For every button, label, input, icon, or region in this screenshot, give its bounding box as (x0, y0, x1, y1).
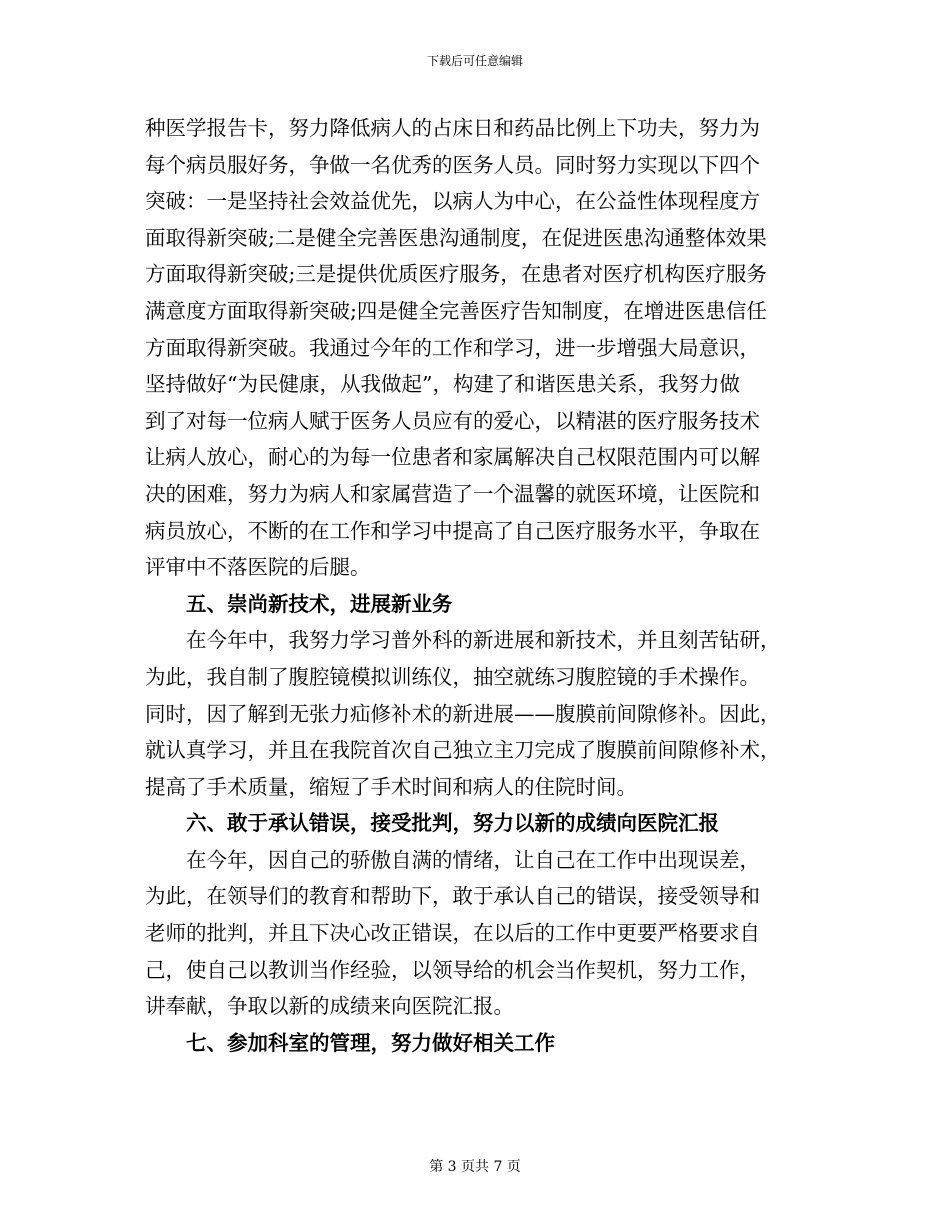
page-header: 下载后可任意编辑 (426, 54, 523, 68)
paragraph-line: 提高了手术质量，缩短了手术时间和病人的住院时间。 (145, 774, 637, 799)
paragraph-line: 突破：一是坚持社会效益优先，以病人为中心，在公益性体现程度方 (145, 189, 760, 214)
paragraph-line: 决的困难，努力为病人和家属营造了一个温馨的就医环境，让医院和 (145, 481, 760, 506)
paragraph-line: 让病人放心，耐心的为每一位患者和家属解决自己权限范围内可以解 (145, 445, 760, 470)
paragraph-line: 为此，我自制了腹腔镜模拟训练仪，抽空就练习腹腔镜的手术操作。 (145, 664, 760, 689)
paragraph-line: 在今年，因自己的骄傲自满的情绪，让自己在工作中出现误差， (186, 847, 760, 872)
paragraph-line: 坚持做好“为民健康，从我做起”，构建了和谐医患关系，我努力做 (145, 372, 740, 397)
paragraph-line: 满意度方面取得新突破;四是健全完善医疗告知制度，在增进医患信任 (145, 298, 767, 323)
paragraph-line: 每个病员服好务，争做一名优秀的医务人员。同时努力实现以下四个 (145, 152, 760, 177)
paragraph-line: 老师的批判，并且下决心改正错误，在以后的工作中更要严格要求自 (145, 921, 760, 946)
paragraph-line: 己，使自己以教训当作经验，以领导给的机会当作契机，努力工作， (145, 957, 760, 982)
paragraph-line: 就认真学习，并且在我院首次自己独立主刀完成了腹膜前间隙修补术， (145, 738, 781, 763)
paragraph-line: 面取得新突破;二是健全完善医患沟通制度，在促进医患沟通整体效果 (145, 225, 767, 250)
section-heading: 七、参加科室的管理，努力做好相关工作 (186, 1030, 555, 1055)
paragraph-line: 评审中不落医院的后腿。 (145, 555, 371, 580)
paragraph-line: 到了对每一位病人赋于医务人员应有的爱心，以精湛的医疗服务技术 (145, 408, 760, 433)
paragraph-line: 方面取得新突破;三是提供优质医疗服务，在患者对医疗机构医疗服务 (145, 262, 767, 287)
section-heading: 五、崇尚新技术，进展新业务 (186, 591, 453, 616)
paragraph-line: 病员放心，不断的在工作和学习中提高了自己医疗服务水平，争取在 (145, 518, 760, 543)
paragraph-line: 方面取得新突破。我通过今年的工作和学习，进一步增强大局意识， (145, 335, 760, 360)
page-footer: 第 3 页共 7 页 (429, 1159, 521, 1175)
paragraph-line: 在今年中，我努力学习普外科的新进展和新技术，并且刻苦钻研， (186, 628, 781, 653)
paragraph-line: 讲奉献，争取以新的成绩来向医院汇报。 (145, 994, 514, 1019)
paragraph-line: 同时，因了解到无张力疝修补术的新进展——腹膜前间隙修补。因此， (145, 701, 781, 726)
document-body (145, 110, 805, 1061)
section-heading: 六、敢于承认错误，接受批判，努力以新的成绩向医院汇报 (186, 811, 719, 836)
paragraph-line: 种医学报告卡，努力降低病人的占床日和药品比例上下功夫，努力为 (145, 116, 760, 140)
paragraph-line: 为此，在领导们的教育和帮助下，敢于承认自己的错误，接受领导和 (145, 884, 760, 909)
